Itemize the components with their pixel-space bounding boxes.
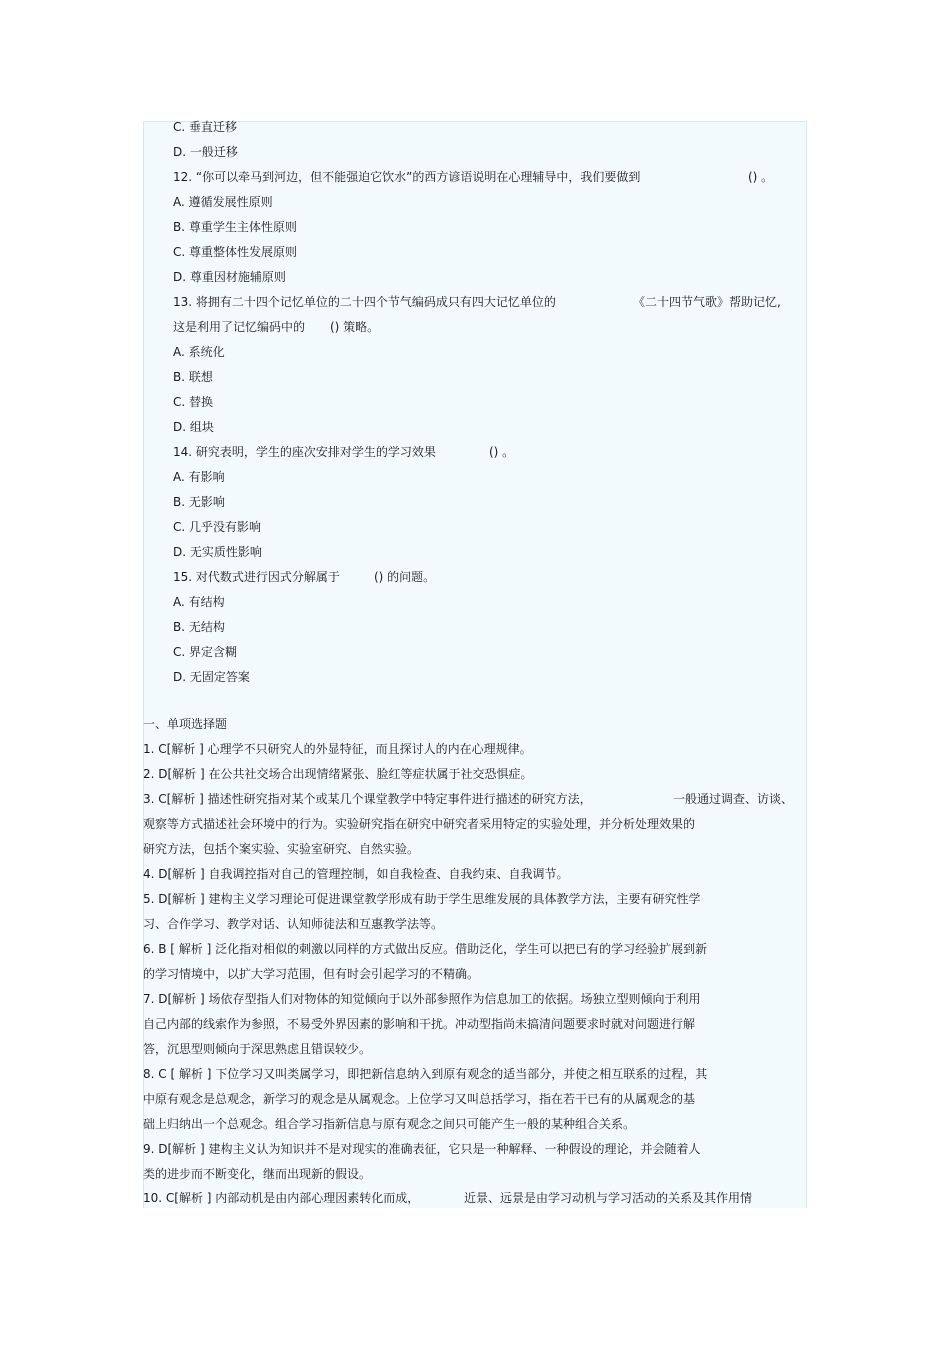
- section-title: 一、单项选择题: [143, 717, 228, 731]
- answer-8-line3: 础上归纳出一个总观念。组合学习指新信息与原有观念之间只可能产生一般的某种组合关系。: [143, 1117, 636, 1131]
- answer-6-line2: 的学习情境中，以扩大学习范围，但有时会引起学习的不精确。: [143, 967, 480, 981]
- answer-8-line2: 中原有观念是总观念，新学习的观念是从属观念。上位学习又叫总括学习，指在若干已有的从属观念的基: [143, 1092, 696, 1106]
- question-14: [173, 444, 515, 460]
- answer-3-text-end: 一般通过调查、访谈、: [673, 792, 794, 806]
- question-14-blank: () 。: [489, 445, 515, 459]
- question-12-blank: () 。: [748, 170, 774, 184]
- option-d: D. 无实质性影响: [173, 545, 262, 559]
- question-15: [173, 569, 436, 585]
- answer-4: 4. D[解析 ] 自我调控指对自己的管理控制，如自我检查、自我约束、自我调节。: [143, 867, 569, 881]
- question-13-blank: () 策略。: [330, 320, 380, 334]
- answer-7-line3: 答，沉思型则倾向于深思熟虑且错误较少。: [143, 1042, 372, 1056]
- option-c: C. 几乎没有影响: [173, 520, 262, 534]
- answer-7-line2: 自己内部的线索作为参照，不易受外界因素的影响和干扰。冲动型指尚未搞清问题要求时就对问题进行解: [143, 1017, 696, 1031]
- answer-9-line2: 类的进步而不断变化，继而出现新的假设。: [143, 1167, 372, 1181]
- question-14-text: 14. 研究表明，学生的座次安排对学生的学习效果: [173, 445, 436, 459]
- answer-2: 2. D[解析 ] 在公共社交场合出现情绪紧张、脸红等症状属于社交恐惧症。: [143, 767, 533, 781]
- answer-5-line2: 习、合作学习、教学对话、认知师徒法和互惠教学法等。: [143, 917, 444, 931]
- answer-3: [143, 791, 794, 807]
- option-a: A. 有结构: [173, 595, 225, 609]
- option-a: A. 系统化: [173, 345, 225, 359]
- option-d: D. 组块: [173, 420, 214, 434]
- question-13-line2: [173, 319, 380, 335]
- option-b: B. 尊重学生主体性原则: [173, 220, 297, 234]
- answer-8: 8. C [ 解析 ] 下位学习又叫类属学习，即把新信息纳入到原有观念的适当部分，并使之相互联系的过程，其: [143, 1067, 708, 1081]
- option-d: D. 尊重因材施辅原则: [173, 270, 286, 284]
- option-d-general-transfer: D. 一般迁移: [173, 145, 238, 159]
- answer-3-line2: 观察等方式描述社会环境中的行为。实验研究指在研究中研究者采用特定的实验处理，并分析处理效果的: [143, 817, 696, 831]
- question-12: [173, 169, 774, 185]
- answer-10-text-end: 近景、远景是由学习动机与学习活动的关系及其作用情: [464, 1191, 753, 1205]
- question-12-text: 12. “你可以牵马到河边，但不能强迫它饮水”的西方谚语说明在心理辅导中，我们要做到: [173, 170, 641, 184]
- answer-9: 9. D[解析 ] 建构主义认为知识并不是对现实的准确表征，它只是一种解释、一种假设的理论，并会随着人: [143, 1142, 701, 1156]
- answer-10: [143, 1190, 753, 1206]
- option-d: D. 无固定答案: [173, 670, 250, 684]
- option-c: C. 尊重整体性发展原则: [173, 245, 298, 259]
- option-c-vertical-transfer: C. 垂直迁移: [173, 120, 238, 134]
- answer-3-text: 3. C[解析 ] 描述性研究指对某个或某几个课堂教学中特定事件进行描述的研究方法，: [143, 792, 592, 806]
- question-13: [173, 294, 781, 310]
- option-c: C. 替换: [173, 395, 214, 409]
- option-a: A. 遵循发展性原则: [173, 195, 273, 209]
- answer-3-line3: 研究方法，包括个案实验、实验室研究、自然实验。: [143, 842, 420, 856]
- answer-5: 5. D[解析 ] 建构主义学习理论可促进课堂教学形成有助于学生思维发展的具体教学方法，主要有研究性学: [143, 892, 701, 906]
- question-13-line2-text: 这是利用了记忆编码中的: [173, 320, 306, 334]
- question-15-blank: () 的问题。: [374, 570, 436, 584]
- answer-10-text: 10. C[解析 ] 内部动机是由内部心理因素转化而成，: [143, 1191, 420, 1205]
- question-13-text-end: 《二十四节气歌》帮助记忆,: [633, 295, 781, 309]
- answer-1: 1. C[解析 ] 心理学不只研究人的外显特征，而且探讨人的内在心理规律。: [143, 742, 532, 756]
- answer-7: 7. D[解析 ] 场依存型指人们对物体的知觉倾向于以外部参照作为信息加工的依据。场独立型则倾向于利用: [143, 992, 701, 1006]
- option-b: B. 联想: [173, 370, 213, 384]
- option-c: C. 界定含糊: [173, 645, 238, 659]
- question-15-text: 15. 对代数式进行因式分解属于: [173, 570, 340, 584]
- option-b: B. 无结构: [173, 620, 225, 634]
- option-a: A. 有影响: [173, 470, 225, 484]
- question-13-text: 13. 将拥有二十四个记忆单位的二十四个节气编码成只有四大记忆单位的: [173, 295, 556, 309]
- option-b: B. 无影响: [173, 495, 225, 509]
- answer-6: 6. B [ 解析 ] 泛化指对相似的刺激以同样的方式做出反应。借助泛化，学生可以把已有的学习经验扩展到新: [143, 942, 708, 956]
